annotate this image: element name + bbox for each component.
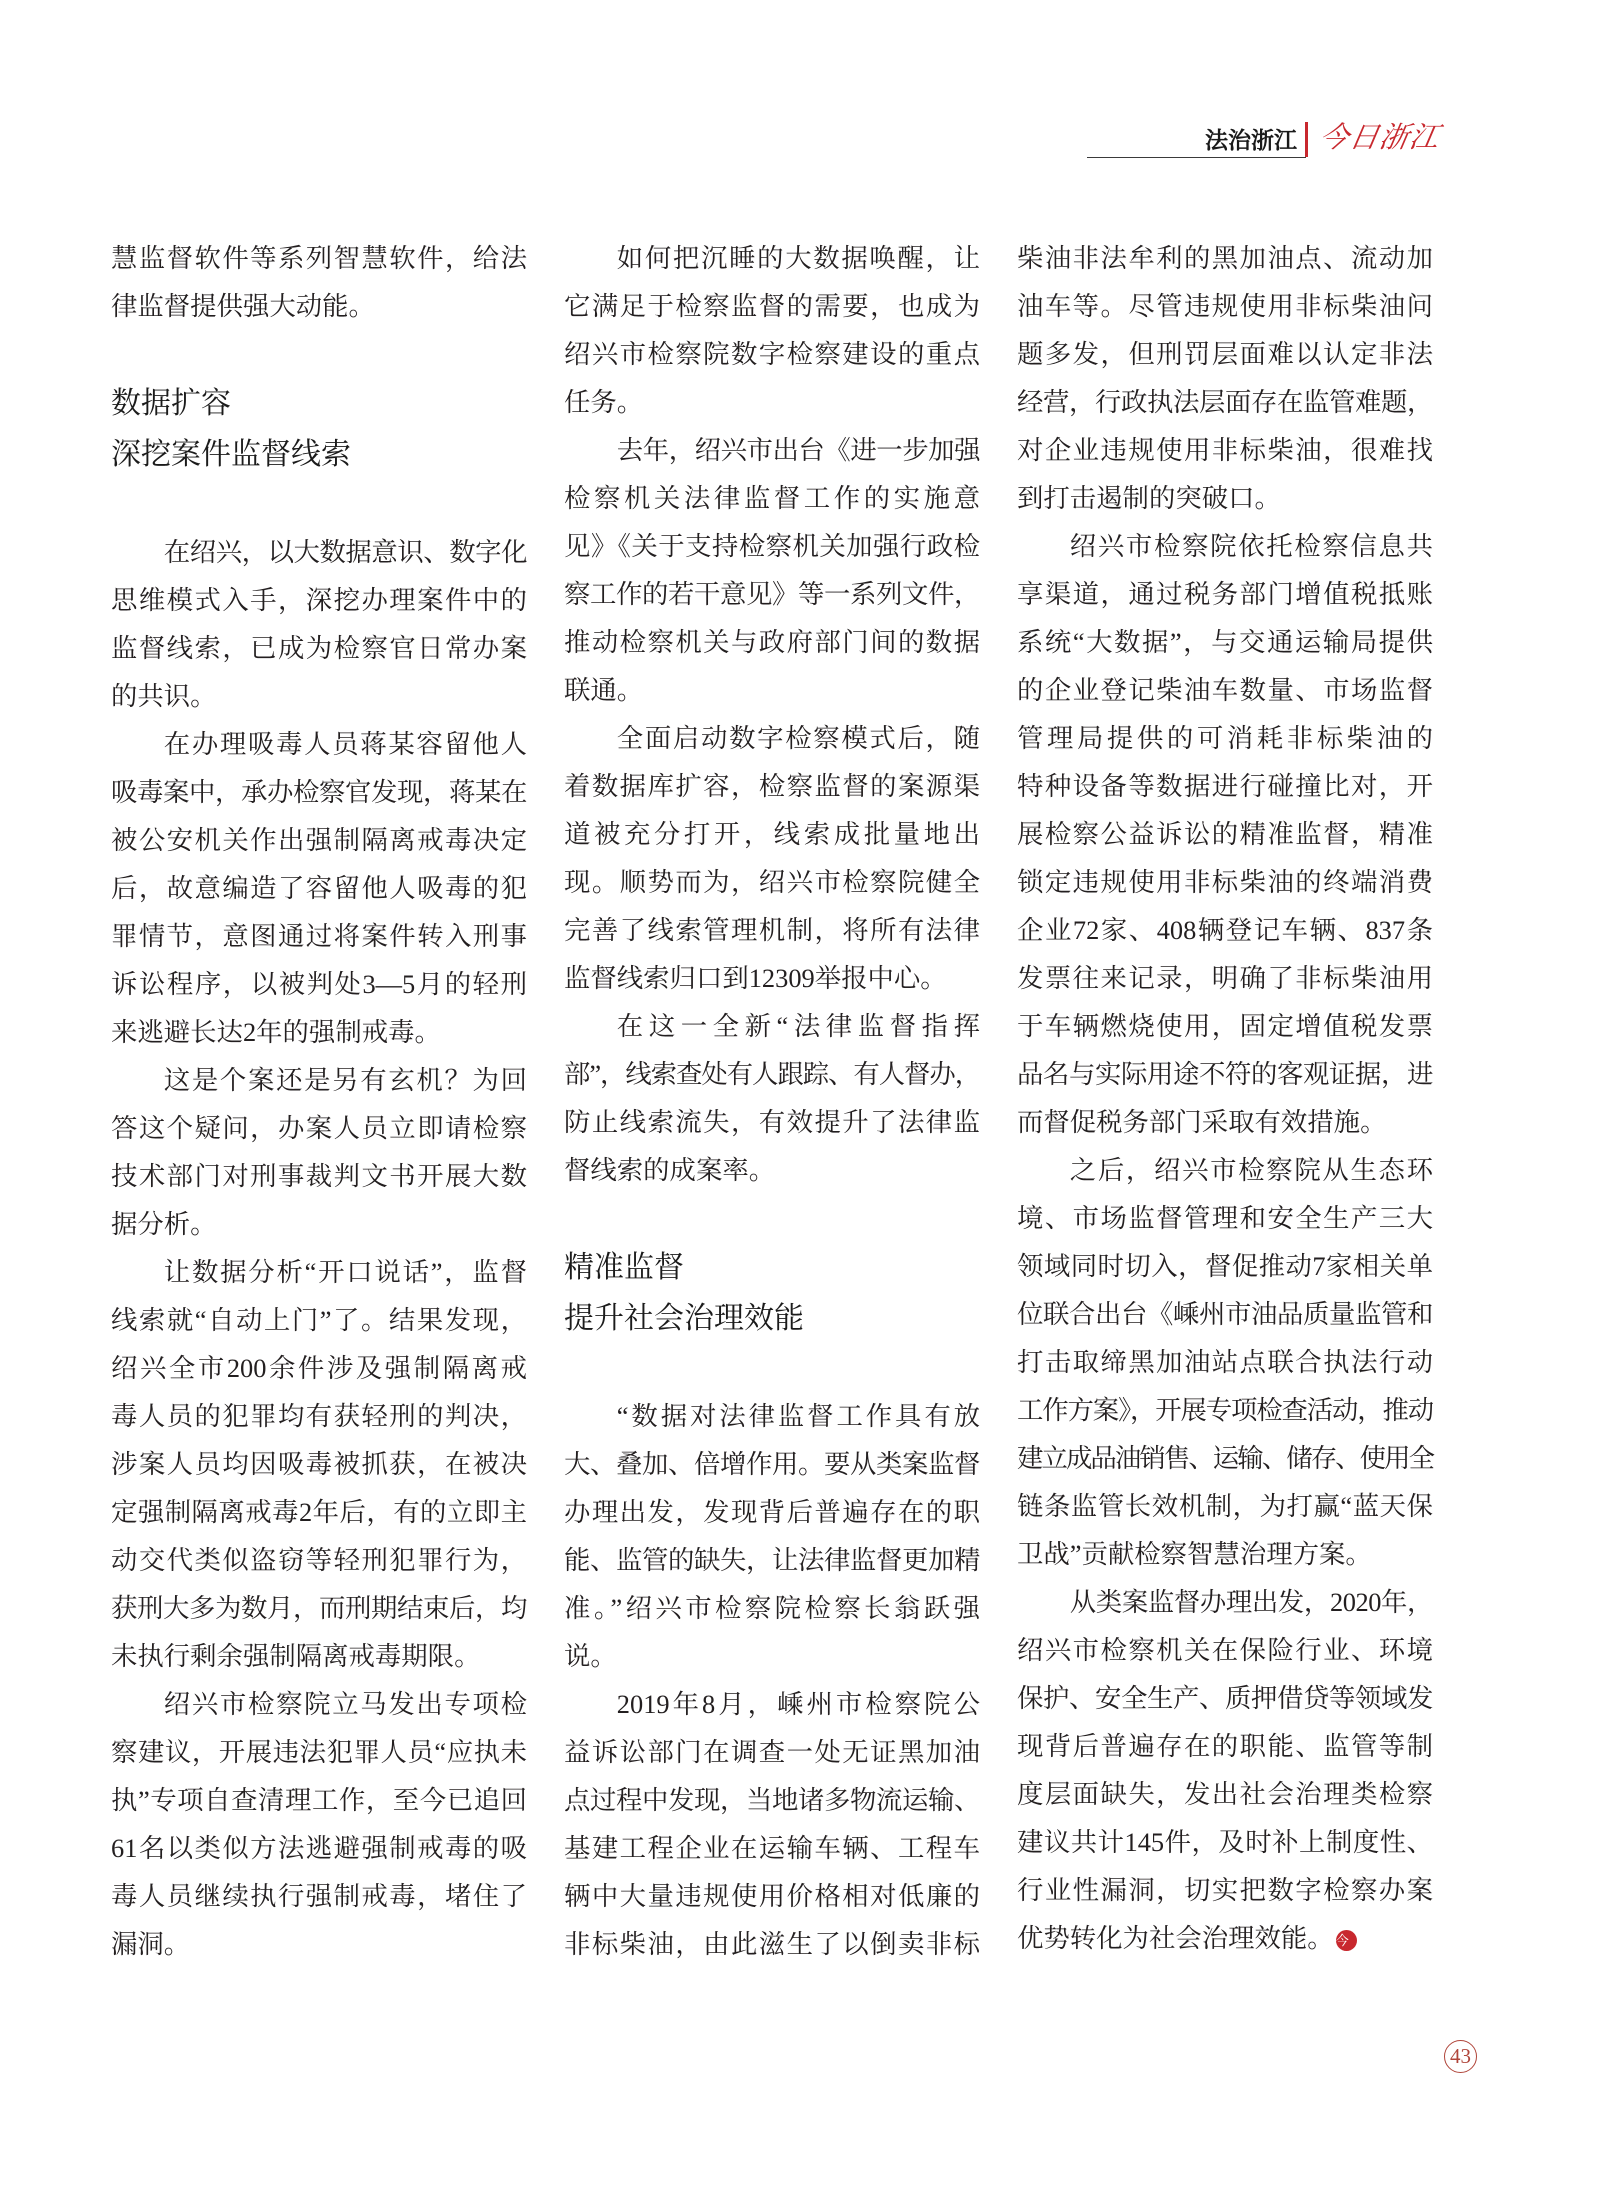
paragraph	[111, 1680, 527, 1968]
text-line: 的共识。	[111, 681, 217, 711]
text-line: 监督线索，已成为检察官日常办案	[111, 633, 527, 663]
text-line: 让数据分析“开口说话”，监督	[163, 1257, 527, 1287]
paragraph	[111, 234, 527, 330]
text-line: 这是个案还是另有玄机？为回	[163, 1065, 527, 1095]
text-line: 保护、安全生产、质押借贷等领域发	[1017, 1683, 1433, 1713]
text-line: 绍兴市检察机关在保险行业、环境	[1017, 1635, 1433, 1665]
text-line: 去年，绍兴市出台《进一步加强	[616, 435, 980, 465]
text-line: 如何把沉睡的大数据唤醒，让	[616, 243, 980, 273]
text-line: 经营，行政执法层面存在监管难题，	[1017, 387, 1433, 417]
text-line: 建立成品油销售、运输、储存、使用全	[1017, 1443, 1433, 1473]
paragraph	[564, 1002, 980, 1194]
text-line: 系统“大数据”，与交通运输局提供	[1017, 627, 1433, 657]
text-line: 部”，线索查处有人跟踪、有人督办，	[564, 1059, 980, 1089]
text-line: 被公安机关作出强制隔离戒毒决定	[111, 825, 527, 855]
text-line: 察工作的若干意见》等一系列文件，	[564, 579, 980, 609]
text-line: 完善了线索管理机制，将所有法律	[564, 915, 980, 945]
text-line: 联通。	[564, 675, 644, 705]
text-line: 特种设备等数据进行碰撞比对，开	[1017, 771, 1433, 801]
end-mark-icon: 今	[1336, 1930, 1357, 1951]
text-line: 工作方案》，开展专项检查活动，推动	[1017, 1395, 1433, 1425]
text-line: 察建议，开展违法犯罪人员“应执未	[111, 1737, 527, 1767]
text-line: 之后，绍兴市检察院从生态环	[1069, 1155, 1433, 1185]
text-line: 在这一全新“法律监督指挥	[616, 1011, 980, 1041]
text-line: 在绍兴，以大数据意识、数字化	[163, 537, 527, 567]
text-line: 行业性漏洞，切实把数字检察办案	[1017, 1875, 1433, 1905]
text-line: 卫战”贡献检察智慧治理方案。	[1017, 1539, 1372, 1569]
text-line: 油车等。尽管违规使用非标柴油问	[1017, 291, 1433, 321]
text-line: 未执行剩余强制隔离戒毒期限。	[111, 1641, 481, 1671]
text-line: 对企业违规使用非标柴油，很难找	[1017, 435, 1433, 465]
text-line: 定强制隔离戒毒2年后，有的立即主	[111, 1497, 527, 1527]
text-line: 毒人员继续执行强制戒毒，堵住了	[111, 1881, 527, 1911]
text-line: 督线索的成案率。	[564, 1155, 776, 1185]
text-line: 61名以类似方法逃避强制戒毒的吸	[111, 1833, 527, 1863]
text-line: 毒人员的犯罪均有获轻刑的判决，	[111, 1401, 527, 1431]
text-line: 律监督提供强大动能。	[111, 291, 375, 321]
section-heading	[564, 1242, 980, 1344]
text-line: 思维模式入手，深挖办理案件中的	[111, 585, 527, 615]
text-line: 绍兴市检察院立马发出专项检	[163, 1689, 527, 1719]
heading-line: 精准监督	[564, 1251, 684, 1284]
text-line: 大、叠加、倍增作用。要从类案监督	[564, 1449, 980, 1479]
paragraph	[564, 714, 980, 1002]
text-line: 诉讼程序，以被判处3—5月的轻刑	[111, 969, 527, 999]
paragraph	[111, 1056, 527, 1248]
paragraph	[564, 1392, 980, 1680]
text-line: 执”专项自查清理工作，至今已追回	[111, 1785, 527, 1815]
text-column-middle	[564, 234, 980, 1968]
heading-line: 深挖案件监督线索	[111, 438, 351, 471]
text-line: 获刑大多为数月，而刑期结束后，均	[111, 1593, 527, 1623]
text-line: 优势转化为社会治理效能。 今	[1017, 1914, 1433, 1962]
text-line: “数据对法律监督工作具有放	[616, 1401, 980, 1431]
paragraph	[564, 234, 980, 426]
text-line: 据分析。	[111, 1209, 217, 1239]
text-line: 监督线索归口到12309举报中心。	[564, 963, 947, 993]
paragraph	[564, 1680, 980, 1968]
text-column-right	[1017, 234, 1433, 1962]
text-line: 于车辆燃烧使用，固定增值税发票	[1017, 1011, 1433, 1041]
magazine-logo: 今日浙江	[1316, 122, 1443, 154]
text-line: 说。	[564, 1641, 617, 1671]
text-line: 绍兴市检察院数字检察建设的重点	[564, 339, 980, 369]
text-line: 答这个疑问，办案人员立即请检察	[111, 1113, 527, 1143]
text-line: 漏洞。	[111, 1929, 191, 1959]
text-line: 吸毒案中，承办检察官发现，蒋某在	[111, 777, 527, 807]
text-line: 链条监管长效机制，为打赢“蓝天保	[1017, 1491, 1433, 1521]
paragraph	[1017, 522, 1433, 1146]
text-column-left	[111, 234, 527, 1968]
text-line: 在办理吸毒人员蒋某容留他人	[163, 729, 527, 759]
text-line: 任务。	[564, 387, 644, 417]
text-line: 涉案人员均因吸毒被抓获，在被决	[111, 1449, 527, 1479]
text-line: 益诉讼部门在调查一处无证黑加油	[564, 1737, 980, 1767]
text-line: 慧监督软件等系列智慧软件，给法	[111, 243, 527, 273]
paragraph	[111, 1248, 527, 1680]
paragraph	[1017, 234, 1433, 522]
text-line: 打击取缔黑加油站点联合执法行动	[1017, 1347, 1433, 1377]
text-line: 管理局提供的可消耗非标柴油的	[1017, 723, 1433, 753]
text-line: 道被充分打开，线索成批量地出	[564, 819, 980, 849]
text-line: 能、监管的缺失，让法律监督更加精	[564, 1545, 980, 1575]
paragraph	[1017, 1578, 1433, 1962]
text-line: 来逃避长达2年的强制戒毒。	[111, 1017, 441, 1047]
text-line: 辆中大量违规使用价格相对低廉的	[564, 1881, 980, 1911]
text-line: 锁定违规使用非标柴油的终端消费	[1017, 867, 1433, 897]
section-title: 法治浙江	[1205, 127, 1297, 153]
text-line: 企业72家、408辆登记车辆、837条	[1017, 915, 1433, 945]
text-line: 现背后普遍存在的职能、监管等制	[1017, 1731, 1433, 1761]
text-line: 防止线索流失，有效提升了法律监	[564, 1107, 980, 1137]
text-line: 它满足于检察监督的需要，也成为	[564, 291, 980, 321]
text-line: 技术部门对刑事裁判文书开展大数	[111, 1161, 527, 1191]
text-line: 着数据库扩容，检察监督的案源渠	[564, 771, 980, 801]
text-line: 准。”绍兴市检察院检察长翁跃强	[564, 1593, 980, 1623]
text-line: 办理出发，发现背后普遍存在的职	[564, 1497, 980, 1527]
header-rule	[1087, 157, 1306, 158]
text-line: 2019年8月，嵊州市检察院公	[616, 1689, 980, 1719]
paragraph	[111, 720, 527, 1056]
heading-line: 数据扩容	[111, 387, 231, 420]
text-line: 后，故意编造了容留他人吸毒的犯	[111, 873, 527, 903]
text-line: 境、市场监督管理和安全生产三大	[1017, 1203, 1433, 1233]
text-line: 发票往来记录，明确了非标柴油用	[1017, 963, 1433, 993]
text-line: 展检察公益诉讼的精准监督，精准	[1017, 819, 1433, 849]
text-line: 度层面缺失，发出社会治理类检察	[1017, 1779, 1433, 1809]
paragraph	[111, 528, 527, 720]
text-line: 现。顺势而为，绍兴市检察院健全	[564, 867, 980, 897]
text-line: 点过程中发现，当地诸多物流运输、	[564, 1785, 980, 1815]
header-divider	[1305, 122, 1308, 157]
heading-line: 提升社会治理效能	[564, 1302, 804, 1335]
text-line: 检察机关法律监督工作的实施意	[564, 483, 980, 513]
text-line: 非标柴油，由此滋生了以倒卖非标	[564, 1929, 980, 1959]
text-line: 动交代类似盗窃等轻刑犯罪行为，	[111, 1545, 527, 1575]
text-line: 建议共计145件，及时补上制度性、	[1017, 1827, 1433, 1857]
text-line: 位联合出台《嵊州市油品质量监管和	[1017, 1299, 1433, 1329]
text-line: 柴油非法牟利的黑加油点、流动加	[1017, 243, 1433, 273]
text-line: 领域同时切入，督促推动7家相关单	[1017, 1251, 1433, 1281]
text-line: 享渠道，通过税务部门增值税抵账	[1017, 579, 1433, 609]
paragraph	[564, 426, 980, 714]
text-line: 线索就“自动上门”了。结果发现，	[111, 1305, 527, 1335]
text-line: 罪情节，意图通过将案件转入刑事	[111, 921, 527, 951]
text-line: 绍兴全市200余件涉及强制隔离戒	[111, 1353, 527, 1383]
section-heading	[111, 378, 527, 480]
text-line: 品名与实际用途不符的客观证据，进	[1017, 1059, 1433, 1089]
page-number: 43	[1444, 2040, 1477, 2073]
paragraph	[1017, 1146, 1433, 1578]
text-line: 从类案监督办理出发，2020年，	[1069, 1587, 1433, 1617]
text-line: 全面启动数字检察模式后，随	[616, 723, 980, 753]
text-line: 推动检察机关与政府部门间的数据	[564, 627, 980, 657]
text-line: 题多发，但刑罚层面难以认定非法	[1017, 339, 1433, 369]
text-line: 基建工程企业在运输车辆、工程车	[564, 1833, 980, 1863]
text-line: 见》《关于支持检察机关加强行政检	[564, 531, 980, 561]
text-line: 的企业登记柴油车数量、市场监督	[1017, 675, 1433, 705]
text-line: 而督促税务部门采取有效措施。	[1017, 1107, 1387, 1137]
text-line: 到打击遏制的突破口。	[1017, 483, 1281, 513]
text-line: 绍兴市检察院依托检察信息共	[1069, 531, 1433, 561]
